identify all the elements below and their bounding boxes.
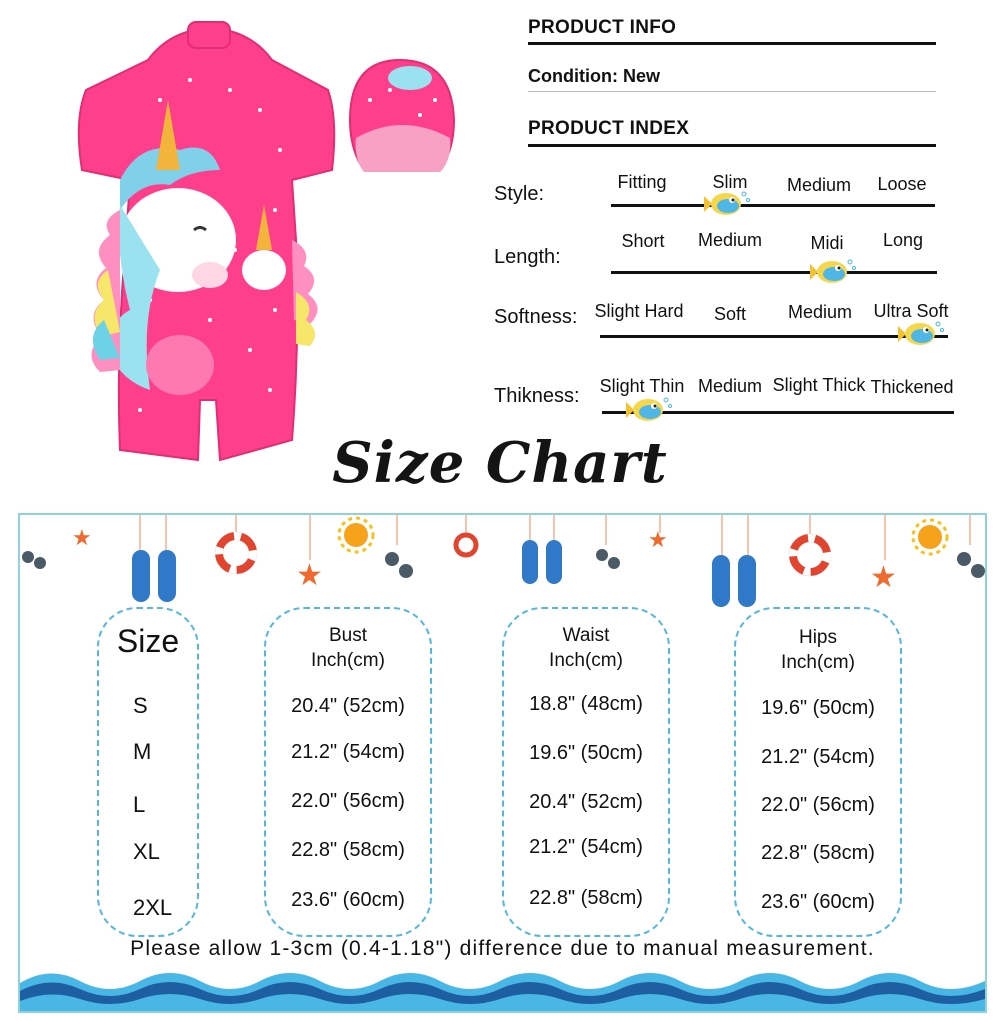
style-scale-line — [611, 204, 935, 207]
length-scale-line — [611, 271, 937, 274]
condition-rule — [528, 91, 936, 92]
starfish-icon: ★ — [648, 528, 668, 553]
thickness-selected-fish-icon — [626, 394, 672, 426]
waist-header-unit: Inch(cm) — [549, 650, 623, 671]
starfish-icon: ★ — [870, 560, 897, 595]
index-label-length: Length: — [494, 246, 561, 268]
style-option-medium: Medium — [786, 175, 852, 195]
hips-cell: 19.6" (50cm) — [761, 697, 875, 719]
size-chart-title: Size Chart — [332, 430, 668, 496]
size-column-header: Size — [116, 623, 180, 659]
sunglasses-icon — [596, 549, 620, 569]
hips-header-unit: Inch(cm) — [781, 652, 855, 673]
thickness-option-thickened: Thickened — [870, 377, 954, 397]
unicorn-swimsuit-illustration — [79, 22, 334, 460]
swimsuit-product-image — [60, 20, 480, 470]
starfish-icon: ★ — [296, 558, 323, 593]
softness-option-slight-hard: Slight Hard — [594, 301, 684, 321]
waist-column-header — [504, 623, 668, 673]
measurement-note: Please allow 1-3cm (0.4-1.18") difference due to manual measurement. — [130, 937, 875, 960]
life-ring-icon — [456, 535, 476, 555]
sunglasses-icon — [22, 551, 46, 569]
hips-cell: 21.2" (54cm) — [761, 746, 875, 768]
flip-flops-icon — [132, 550, 176, 602]
bust-cell: 20.4" (52cm) — [291, 695, 405, 717]
softness-scale-line — [600, 335, 948, 338]
life-ring-icon — [793, 538, 827, 572]
product-info-heading: PRODUCT INFO — [528, 17, 677, 38]
bust-cell: 21.2" (54cm) — [291, 741, 405, 763]
flip-flops-icon — [522, 540, 562, 584]
starfish-icon: ★ — [72, 526, 92, 551]
index-label-softness: Softness: — [494, 306, 578, 328]
waist-cell: 20.4" (52cm) — [529, 791, 643, 813]
size-cell: M — [133, 739, 152, 764]
index-heading-rule — [528, 144, 936, 147]
hips-cell: 23.6" (60cm) — [761, 891, 875, 913]
hips-cell: 22.0" (56cm) — [761, 794, 875, 816]
size-cell: L — [133, 792, 146, 817]
heading-rule — [528, 42, 936, 45]
bust-cell: 22.0" (56cm) — [291, 790, 405, 812]
sunglasses-icon — [385, 552, 413, 578]
bust-column — [264, 607, 432, 937]
length-option-short: Short — [621, 231, 665, 251]
sun-icon — [339, 518, 373, 552]
bust-header-unit: Inch(cm) — [311, 650, 385, 671]
hips-header-title: Hips — [798, 627, 837, 648]
product-index-heading: PRODUCT INDEX — [528, 118, 690, 139]
ocean-waves-decoration — [20, 961, 985, 1011]
thickness-option-slight-thick: Slight Thick — [772, 375, 866, 395]
hips-column-header — [736, 625, 900, 675]
softness-option-ultra-soft: Ultra Soft — [873, 301, 949, 321]
hips-column — [734, 607, 902, 937]
bust-cell: 23.6" (60cm) — [291, 889, 405, 911]
size-column — [97, 607, 199, 937]
softness-option-soft: Soft — [713, 304, 747, 324]
beach-decoration — [20, 515, 985, 615]
length-option-long: Long — [882, 230, 924, 250]
waist-cell: 19.6" (50cm) — [529, 742, 643, 764]
style-selected-fish-icon — [704, 188, 750, 220]
waist-header-title: Waist — [562, 625, 610, 646]
index-label-thickness: Thikness: — [494, 385, 580, 407]
sunglasses-icon — [957, 552, 985, 578]
swim-cap-illustration — [350, 60, 454, 172]
size-cell: S — [133, 693, 148, 718]
waist-cell: 18.8" (48cm) — [529, 693, 643, 715]
hips-cell: 22.8" (58cm) — [761, 842, 875, 864]
style-option-loose: Loose — [877, 174, 927, 194]
thickness-option-medium: Medium — [697, 376, 763, 396]
length-selected-fish-icon — [810, 256, 856, 288]
waist-cell: 21.2" (54cm) — [529, 836, 643, 858]
thickness-option-slight-thin: Slight Thin — [599, 376, 685, 396]
size-cell: XL — [133, 839, 160, 864]
style-option-slim: Slim — [712, 172, 748, 192]
style-option-fitting: Fitting — [617, 172, 667, 192]
length-option-midi: Midi — [810, 233, 844, 253]
length-option-medium: Medium — [697, 230, 763, 250]
index-label-style: Style: — [494, 183, 545, 205]
waist-column — [502, 607, 670, 937]
flip-flops-icon — [712, 555, 756, 607]
size-cell: 2XL — [133, 895, 173, 920]
softness-selected-fish-icon — [898, 318, 944, 350]
softness-option-medium: Medium — [787, 302, 853, 322]
bust-column-header — [266, 623, 430, 673]
waist-cell: 22.8" (58cm) — [529, 887, 643, 909]
condition-text: Condition: New — [528, 66, 660, 86]
life-ring-icon — [219, 536, 253, 570]
bust-header-title: Bust — [328, 625, 368, 646]
size-chart-panel — [18, 513, 987, 1013]
bust-cell: 22.8" (58cm) — [291, 839, 405, 861]
sun-icon — [913, 520, 947, 554]
